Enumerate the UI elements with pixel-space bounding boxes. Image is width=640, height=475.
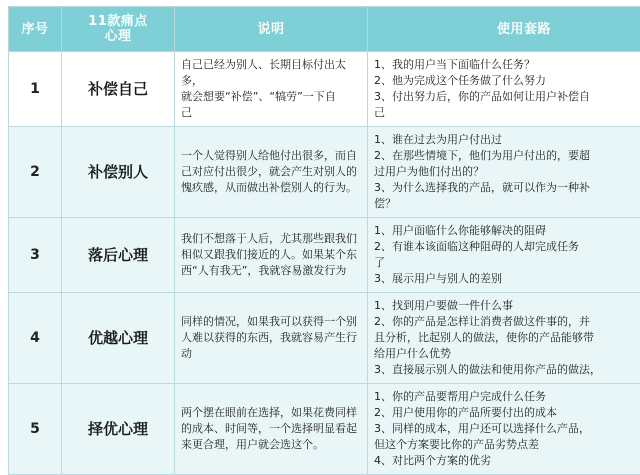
desc-line: 两个摆在眼前在选择，如果花费同样: [181, 405, 361, 421]
cell-num: 2: [9, 127, 62, 218]
header-cell-name: [62, 7, 175, 52]
route-line: 但这个方案要比你的产品劣势点差: [374, 437, 640, 453]
desc-line: 动: [181, 346, 361, 362]
desc-line: 人难以获得的东西，我就容易产生行: [181, 330, 361, 346]
header-name-line2: 心理: [68, 29, 168, 44]
route-line: 给用户什么优势: [374, 346, 640, 362]
cell-route: [368, 293, 640, 384]
route-line: 1、你的产品要帮用户完成什么任务: [374, 389, 640, 405]
route-line: 1、谁在过去为用户付出过: [374, 132, 640, 148]
route-line: 3、付出努力后，你的产品如何让用户补偿自: [374, 89, 640, 105]
desc-line: 自己已经为别人、长期目标付出太多，: [181, 57, 361, 89]
cell-desc: [175, 52, 368, 127]
route-line: 1、找到用户要做一件什么事: [374, 298, 640, 314]
desc-line: 己对应付出很少，就会产生对别人的: [181, 164, 361, 180]
header-name-line1: 11款痛点: [68, 14, 168, 29]
route-line: 3、为什么选择我的产品，就可以作为一种补: [374, 180, 640, 196]
route-line: 3、同样的成本，用户还可以选择什么产品，: [374, 421, 640, 437]
cell-route: [368, 52, 640, 127]
table-body: [9, 52, 640, 475]
cell-desc: [175, 384, 368, 475]
cell-num: 1: [9, 52, 62, 127]
cell-name: 优越心理: [62, 293, 175, 384]
cell-desc: [175, 293, 368, 384]
route-line: 3、直接展示别人的做法和使用你产品的做法，: [374, 362, 640, 378]
desc-line: 我们不想落于人后，尤其那些跟我们: [181, 231, 361, 247]
route-line: 2、他为完成这个任务做了什么努力: [374, 73, 640, 89]
desc-line: 就会想要“补偿”、“犒劳”一下自: [181, 89, 361, 105]
cell-num: 5: [9, 384, 62, 475]
cell-name: 补偿别人: [62, 127, 175, 218]
route-line: 偿？: [374, 196, 640, 212]
route-line: 2、有谁本该面临这种阻碍的人却完成任务: [374, 239, 640, 255]
cell-desc: [175, 127, 368, 218]
cell-route: [368, 384, 640, 475]
table-row: [9, 52, 640, 127]
cell-route: [368, 218, 640, 293]
cell-name: 补偿自己: [62, 52, 175, 127]
route-line: 且分析，比起别人的做法，使你的产品能够带: [374, 330, 640, 346]
route-line: 了: [374, 255, 640, 271]
route-line: 2、在那些情境下，他们为用户付出的，要超: [374, 148, 640, 164]
table-row: [9, 127, 640, 218]
pain-point-table: [8, 6, 640, 475]
route-line: 过用户为他们付出的？: [374, 164, 640, 180]
desc-line: 愧疚感，从而做出补偿别人的行为。: [181, 180, 361, 196]
cell-desc: [175, 218, 368, 293]
cell-route: [368, 127, 640, 218]
route-line: 1、我的用户当下面临什么任务？: [374, 57, 640, 73]
table-header: [9, 7, 640, 52]
route-line: 1、用户面临什么你能够解决的阻碍: [374, 223, 640, 239]
table-row: [9, 384, 640, 475]
desc-line: 来更合理，用户就会选这个。: [181, 437, 361, 453]
table-row: [9, 218, 640, 293]
route-line: 3、展示用户与别人的差别: [374, 271, 640, 287]
cell-name: 落后心理: [62, 218, 175, 293]
desc-line: 同样的情况，如果我可以获得一个别: [181, 314, 361, 330]
route-line: 己: [374, 105, 640, 121]
header-cell-desc: 说明: [175, 7, 368, 52]
desc-line: 己: [181, 105, 361, 121]
desc-line: 一个人觉得别人给他付出很多，而自: [181, 148, 361, 164]
header-cell-route: 使用套路: [368, 7, 640, 52]
desc-line: 的成本、时间等，一个选择明显看起: [181, 421, 361, 437]
cell-num: 4: [9, 293, 62, 384]
header-cell-num: 序号: [9, 7, 62, 52]
desc-line: 相似又跟我们接近的人。如果某个东: [181, 247, 361, 263]
table-row: [9, 293, 640, 384]
route-line: 4、对比两个方案的优劣: [374, 453, 640, 469]
route-line: 2、你的产品是怎样让消费者做这件事的，并: [374, 314, 640, 330]
cell-num: 3: [9, 218, 62, 293]
cell-name: 择优心理: [62, 384, 175, 475]
desc-line: 西“人有我无”，我就容易激发行为: [181, 263, 361, 279]
table-header-row: [9, 7, 640, 52]
route-line: 2、用户使用你的产品所要付出的成本: [374, 405, 640, 421]
